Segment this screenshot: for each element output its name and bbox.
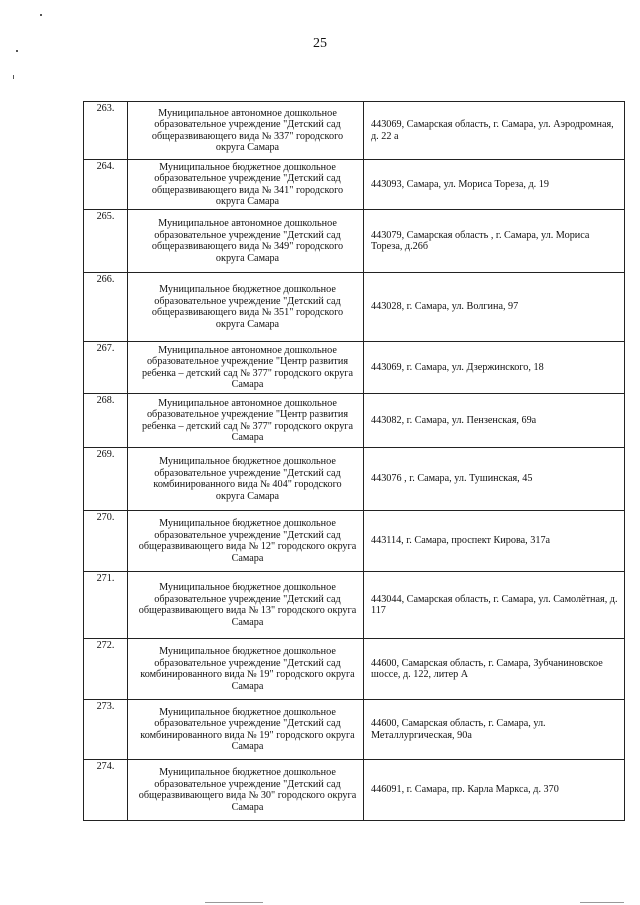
institution-name: Муниципальное автономное дошкольное образовательное учреждение "Детский сад общеразвивающего вида № 337" городского округа Самара (128, 102, 364, 160)
institution-name: Муниципальное бюджетное дошкольное образовательное учреждение "Детский сад комбинированного вида № 19" городского округа Самара (128, 639, 364, 700)
table-row (84, 511, 625, 572)
table-row (84, 160, 625, 210)
scan-mark (16, 50, 18, 52)
scan-mark (13, 75, 14, 79)
institutions-table (83, 101, 625, 821)
row-number: 265. (84, 210, 128, 273)
institution-name: Муниципальное бюджетное дошкольное образовательное учреждение "Детский сад комбинированного вида № 19" городского округа Самара (128, 700, 364, 760)
institution-name: Муниципальное автономное дошкольное образовательное учреждение "Центр развития ребенка – детский сад № 377" городского округа Самара (128, 342, 364, 394)
institution-address: 446091, г. Самара, пр. Карла Маркса, д. 370 (364, 760, 625, 821)
row-number: 270. (84, 511, 128, 572)
scan-mark (205, 902, 263, 903)
table-row (84, 342, 625, 394)
institution-address: 443082, г. Самара, ул. Пензенская, 69а (364, 394, 625, 448)
row-number: 263. (84, 102, 128, 160)
institution-address: 443076 , г. Самара, ул. Тушинская, 45 (364, 448, 625, 511)
institution-address: 443093, Самара, ул. Мориса Тореза, д. 19 (364, 160, 625, 210)
row-number: 273. (84, 700, 128, 760)
table-row (84, 572, 625, 639)
institution-address: 44600, Самарская область, г. Самара, ул. Металлургическая, 90а (364, 700, 625, 760)
row-number: 269. (84, 448, 128, 511)
table-row (84, 448, 625, 511)
institution-name: Муниципальное бюджетное дошкольное образовательное учреждение "Детский сад общеразвивающего вида № 13" городского округа Самара (128, 572, 364, 639)
scan-mark (580, 902, 624, 903)
row-number: 274. (84, 760, 128, 821)
institution-address: 44600, Самарская область, г. Самара, Зубчаниновское шоссе, д. 122, литер А (364, 639, 625, 700)
institution-name: Муниципальное бюджетное дошкольное образовательное учреждение "Детский сад комбинированного вида № 404" городского округа Самара (128, 448, 364, 511)
page-number: 25 (313, 36, 327, 51)
table-row (84, 760, 625, 821)
table-row (84, 700, 625, 760)
table-row (84, 102, 625, 160)
institution-name: Муниципальное бюджетное дошкольное образовательное учреждение "Детский сад общеразвивающего вида № 341" городского округа Самара (128, 160, 364, 210)
row-number: 266. (84, 273, 128, 342)
institution-address: 443079, Самарская область , г. Самара, ул. Мориса Тореза, д.26б (364, 210, 625, 273)
table-row (84, 273, 625, 342)
institution-name: Муниципальное автономное дошкольное образовательное учреждение "Центр развития ребенка – детский сад № 377" городского округа Самара (128, 394, 364, 448)
row-number: 267. (84, 342, 128, 394)
scan-mark (40, 14, 42, 16)
table-row (84, 210, 625, 273)
institution-name: Муниципальное бюджетное дошкольное образовательное учреждение "Детский сад общеразвивающего вида № 351" городского округа Самара (128, 273, 364, 342)
table-row (84, 639, 625, 700)
institution-address: 443044, Самарская область, г. Самара, ул. Самолётная, д. 117 (364, 572, 625, 639)
row-number: 272. (84, 639, 128, 700)
institution-name: Муниципальное бюджетное дошкольное образовательное учреждение "Детский сад общеразвивающего вида № 30" городского округа Самара (128, 760, 364, 821)
institution-address: 443028, г. Самара, ул. Волгина, 97 (364, 273, 625, 342)
institution-name: Муниципальное бюджетное дошкольное образовательное учреждение "Детский сад общеразвивающего вида № 12" городского округа Самара (128, 511, 364, 572)
row-number: 264. (84, 160, 128, 210)
institution-address: 443069, Самарская область, г. Самара, ул. Аэродромная, д. 22 а (364, 102, 625, 160)
table-row (84, 394, 625, 448)
institution-address: 443114, г. Самара, проспект Кирова, 317а (364, 511, 625, 572)
row-number: 271. (84, 572, 128, 639)
institution-name: Муниципальное автономное дошкольное образовательное учреждение "Детский сад общеразвивающего вида № 349" городского округа Самара (128, 210, 364, 273)
institution-address: 443069, г. Самара, ул. Дзержинского, 18 (364, 342, 625, 394)
row-number: 268. (84, 394, 128, 448)
